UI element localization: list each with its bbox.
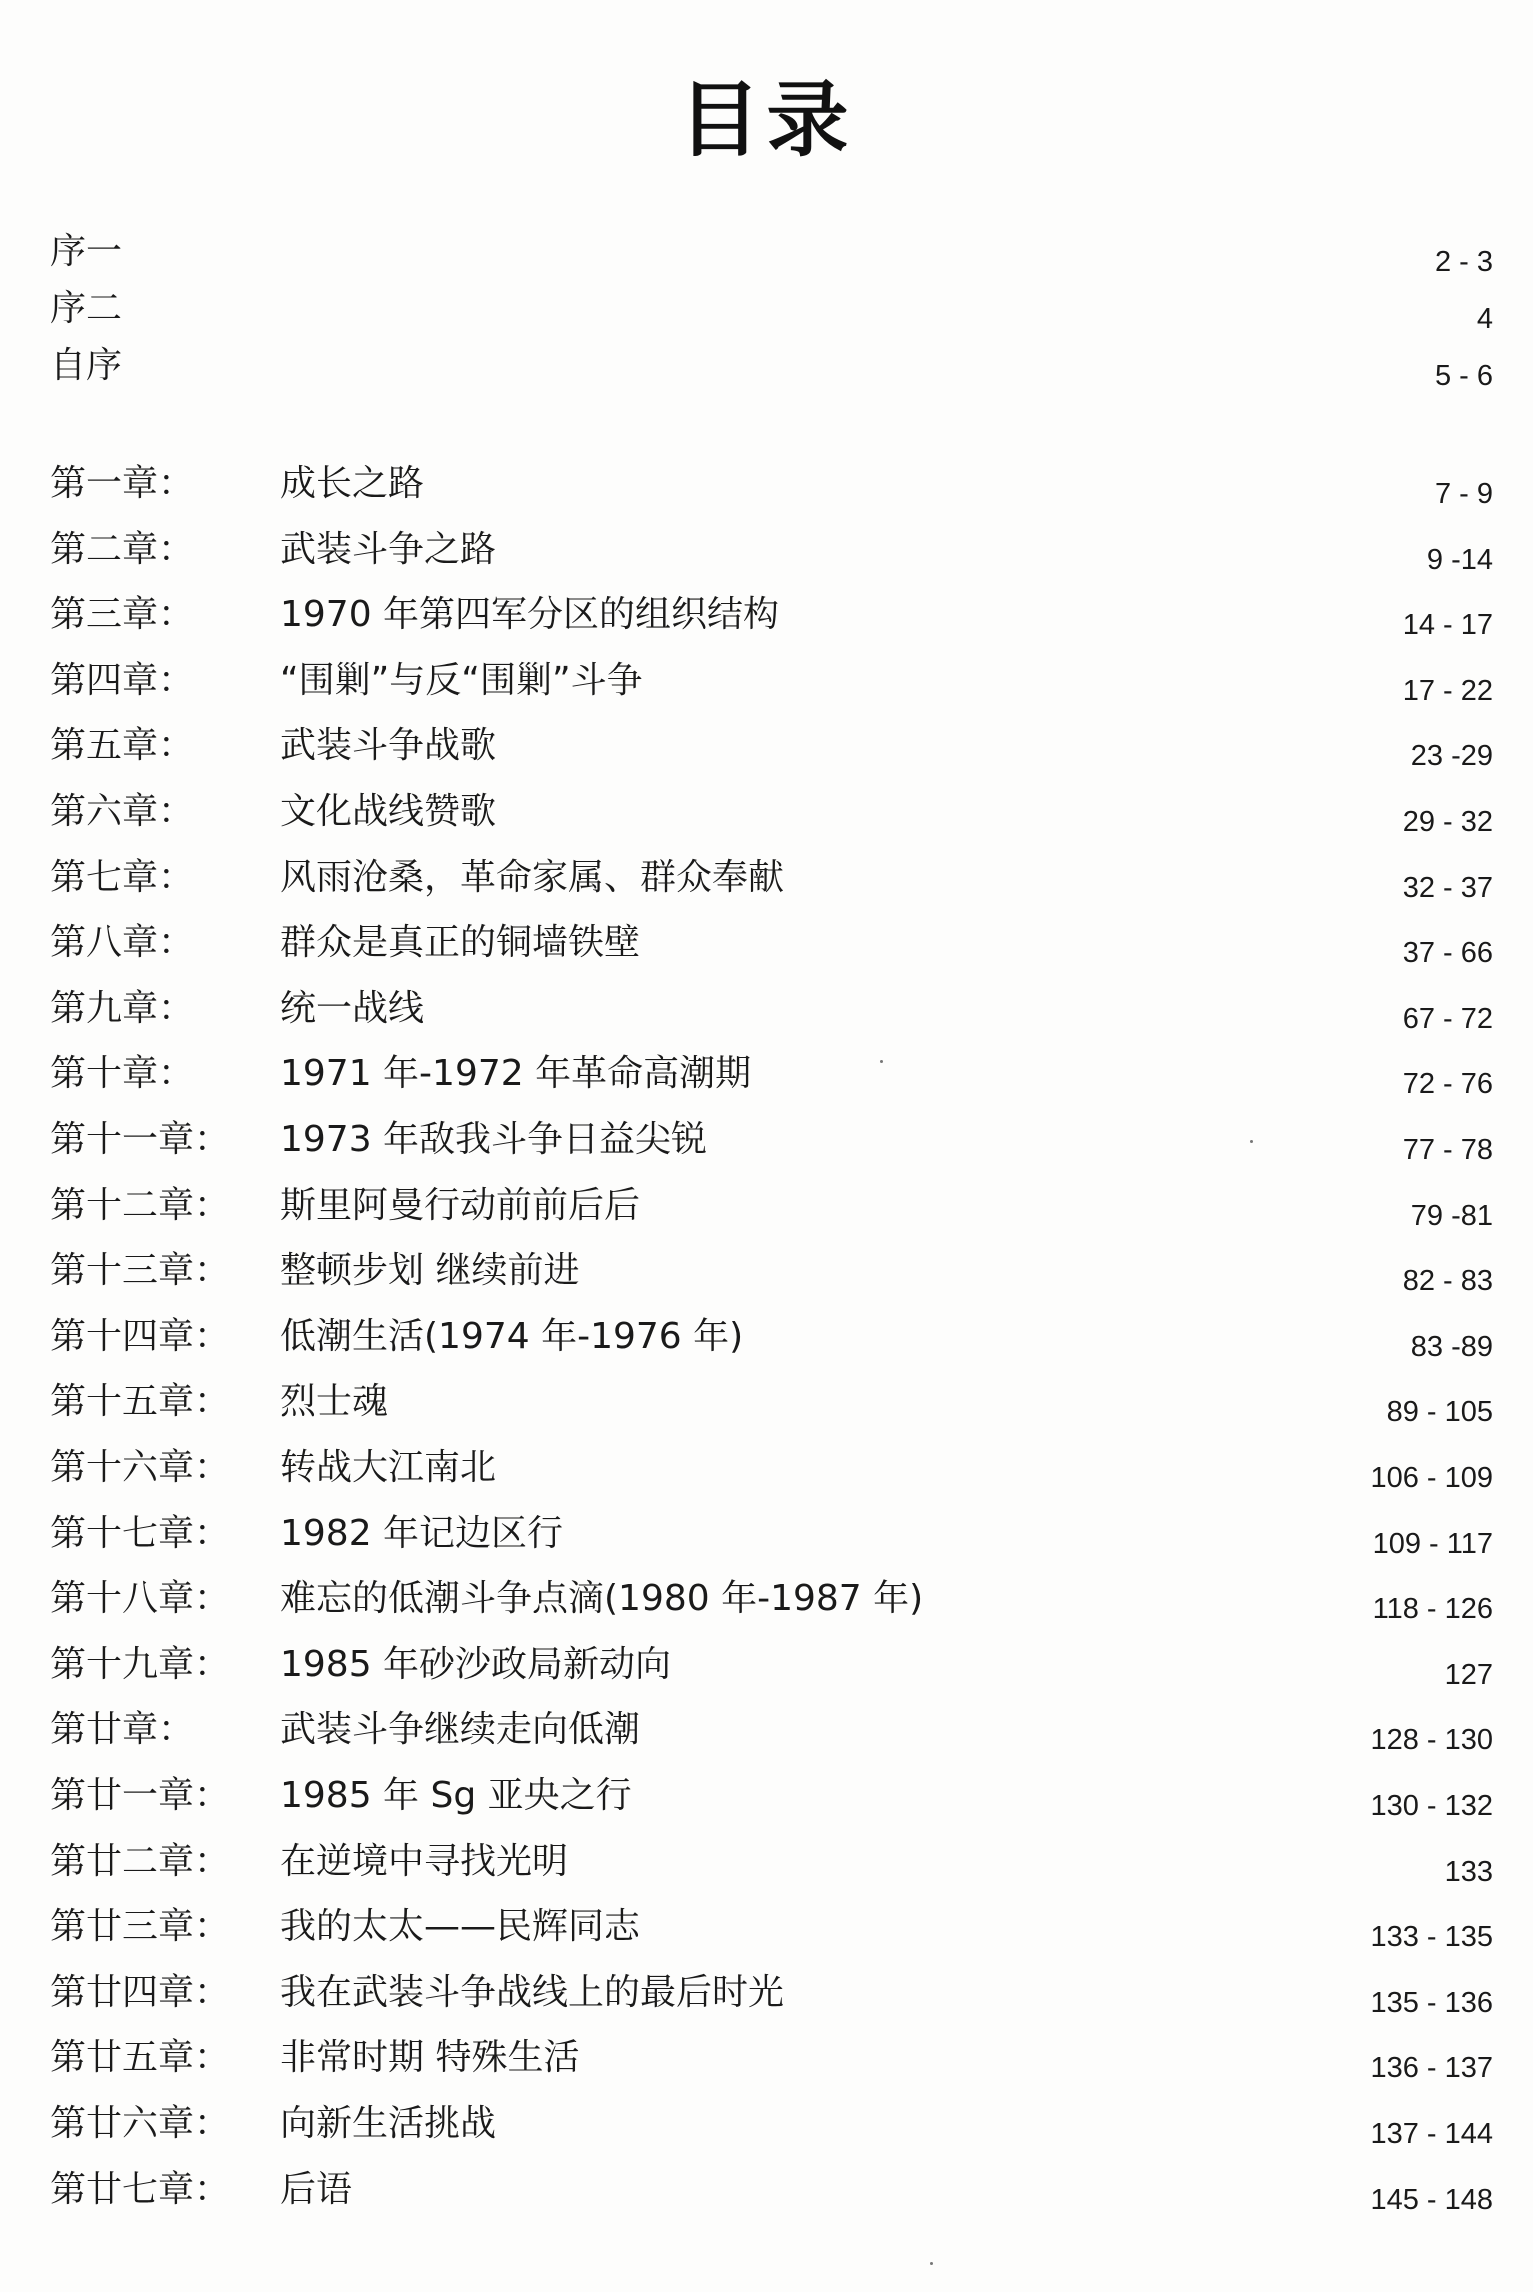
chapter-row [50,1840,1493,1900]
chapter-row [50,1184,1493,1244]
chapter-row [50,856,1493,916]
chapter-number: 第六章： [50,791,195,832]
chapter-number: 第十三章： [50,1250,231,1292]
chapter-row [50,1249,1493,1309]
chapter-title: 1985 年砂沙政局新动向 [280,1643,672,1685]
chapter-title: 低潮生活(1974 年-1976 年) [280,1315,744,1357]
page-range: 133 - 135 [1370,1921,1493,1954]
page-range: 136 - 137 [1370,2052,1493,2085]
chapter-number: 第廿六章： [50,2103,231,2144]
chapter-title: 烈士魂 [280,1381,389,1423]
scan-speck [930,2262,933,2265]
chapter-number: 第十章： [50,1053,195,1095]
page-range: 79 -81 [1410,1199,1493,1232]
chapter-title: 成长之路 [280,463,425,504]
chapter-number: 第二章： [50,528,195,570]
page-range: 77 - 78 [1402,1134,1493,1166]
page-range: 128 - 130 [1370,1724,1493,1757]
chapter-title: 转战大江南北 [280,1447,497,1488]
page-range: 32 - 37 [1402,871,1493,904]
chapter-row [50,1971,1493,2031]
chapter-row [50,1774,1493,1834]
chapter-title: 后语 [280,2168,353,2210]
chapter-title: 风雨沧桑，革命家属、群众奉献 [280,856,785,898]
chapter-row [50,1118,1493,1178]
chapter-number: 第廿五章： [50,2037,231,2079]
preface-title: 自序 [50,345,123,386]
chapter-number: 第九章： [50,987,195,1029]
page-range: 133 [1444,1855,1493,1888]
chapter-title: 斯里阿曼行动前前后后 [280,1184,641,1226]
chapter-row [50,462,1493,522]
chapter-number: 第一章： [50,463,195,504]
chapter-row [50,987,1493,1047]
chapter-title: 难忘的低潮斗争点滴(1980 年-1987 年) [280,1578,924,1620]
chapter-title: 非常时期 特殊生活 [280,2037,580,2079]
page-range: 82 - 83 [1402,1265,1493,1298]
chapter-title: 1985 年 Sg 亚央之行 [280,1775,632,1816]
chapter-row [50,593,1493,653]
chapter-title: “围剿”与反“围剿”斗争 [280,659,643,701]
page-range: 135 - 136 [1370,1986,1493,2019]
chapter-number: 第廿章： [50,1709,195,1751]
page-title: 目录 [678,73,855,168]
chapter-title: 武装斗争继续走向低潮 [280,1709,641,1751]
chapter-row [50,528,1493,588]
page-range: 127 [1444,1658,1493,1691]
chapter-row [50,1512,1493,1572]
preface-row [50,344,1493,404]
chapter-number: 第十五章： [50,1381,231,1423]
chapter-row [50,1643,1493,1703]
chapter-title: 1970 年第四军分区的组织结构 [280,594,780,636]
chapter-title: 武装斗争之路 [280,528,497,570]
chapter-row [50,1577,1493,1637]
page-range: 37 - 66 [1402,937,1493,970]
chapter-row [50,1315,1493,1375]
preface-row [50,230,1493,290]
chapter-title: 文化战线赞歌 [280,791,497,832]
page-range: 23 -29 [1410,740,1493,773]
chapter-number: 第四章： [50,659,195,701]
chapter-number: 第十六章： [50,1447,231,1488]
page-range: 67 - 72 [1402,1002,1493,1035]
chapter-row [50,659,1493,719]
chapter-row [50,1446,1493,1506]
chapter-title: 1971 年-1972 年革命高潮期 [280,1053,752,1095]
page-range: 4 [1476,303,1493,335]
page-range: 7 - 9 [1434,478,1493,510]
page-range: 106 - 109 [1370,1462,1493,1494]
chapter-row [50,790,1493,850]
page-range: 5 - 6 [1434,360,1493,392]
chapter-number: 第十八章： [50,1578,231,1620]
chapter-number: 第七章： [50,856,195,898]
chapter-title: 1982 年记边区行 [280,1512,564,1554]
chapter-number: 第廿三章： [50,1906,231,1948]
page-range: 2 - 3 [1434,246,1493,278]
chapter-title: 向新生活挑战 [280,2103,497,2144]
chapter-number: 第廿四章： [50,1971,231,2013]
chapter-number: 第十七章： [50,1512,231,1554]
chapter-row [50,2102,1493,2162]
page-range: 109 - 117 [1372,1527,1493,1560]
chapter-number: 第廿一章： [50,1775,231,1816]
page-range: 89 - 105 [1386,1396,1493,1429]
page-range: 14 - 17 [1402,609,1493,642]
page-range: 72 - 76 [1402,1068,1493,1101]
chapter-row [50,2168,1493,2228]
page-range: 145 - 148 [1370,2183,1493,2216]
preface-row [50,287,1493,347]
chapter-title: 群众是真正的铜墙铁壁 [280,922,641,964]
chapter-number: 第十四章： [50,1315,231,1357]
chapter-title: 在逆境中寻找光明 [280,1840,569,1882]
chapter-number: 第五章： [50,725,195,767]
page-range: 137 - 144 [1370,2118,1493,2150]
page-range: 130 - 132 [1370,1790,1493,1822]
scan-speck [880,1060,883,1063]
chapter-title: 整顿步划 继续前进 [280,1250,580,1292]
chapter-number: 第三章： [50,594,195,636]
chapter-row [50,1052,1493,1112]
chapter-number: 第八章： [50,922,195,964]
page-range: 118 - 126 [1372,1593,1493,1626]
chapter-number: 第十二章： [50,1184,231,1226]
chapter-title: 我的太太——民辉同志 [280,1906,641,1948]
preface-title: 序一 [50,231,123,272]
chapter-number: 第十九章： [50,1643,231,1685]
page-range: 83 -89 [1410,1330,1493,1363]
chapter-title: 1973 年敌我斗争日益尖锐 [280,1119,708,1160]
chapter-number: 第十一章： [50,1119,231,1160]
chapter-number: 第廿二章： [50,1840,231,1882]
chapter-title: 我在武装斗争战线上的最后时光 [280,1971,785,2013]
chapter-row [50,1905,1493,1965]
chapter-number: 第廿七章： [50,2168,231,2210]
chapter-title: 武装斗争战歌 [280,725,497,767]
preface-title: 序二 [50,288,123,329]
chapter-title: 统一战线 [280,987,425,1029]
page-range: 17 - 22 [1402,674,1493,707]
scan-speck [1250,1140,1253,1143]
chapter-row [50,921,1493,981]
chapter-row [50,724,1493,784]
page-range: 29 - 32 [1402,806,1493,838]
chapter-row [50,1380,1493,1440]
page-range: 9 -14 [1426,543,1493,576]
chapter-row [50,1708,1493,1768]
chapter-row [50,2036,1493,2096]
